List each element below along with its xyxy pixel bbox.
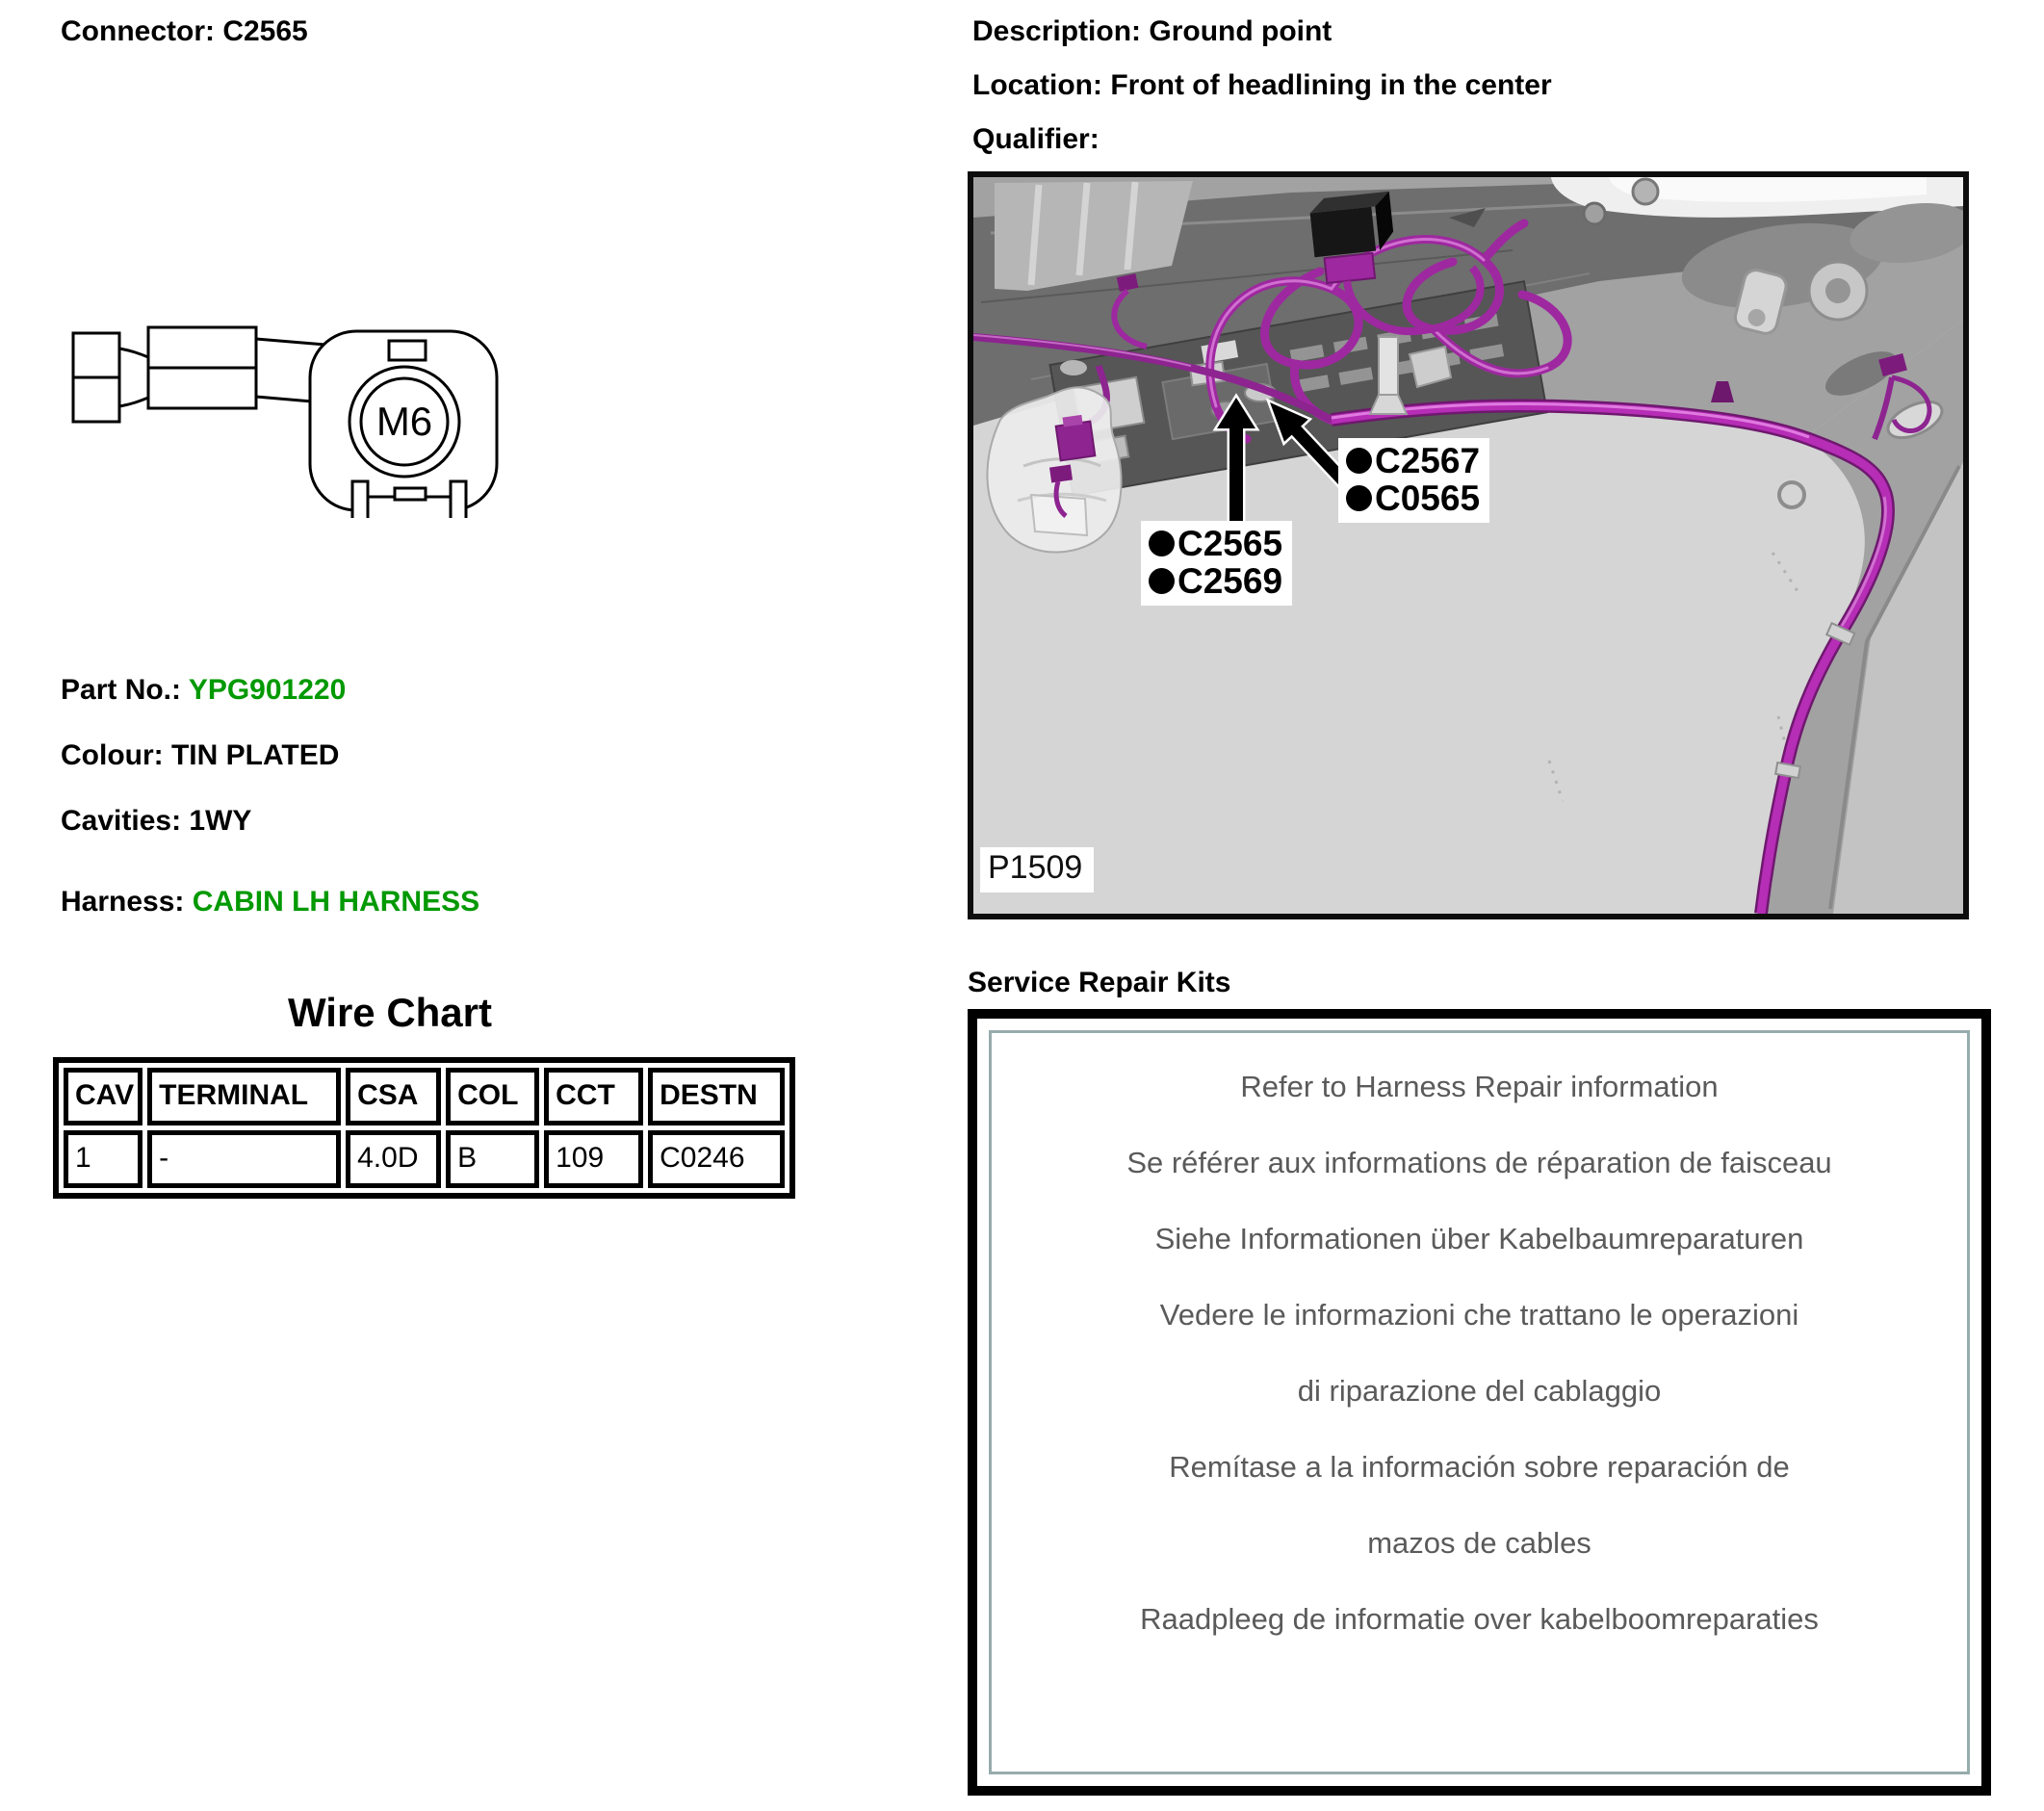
column-header-col: COL — [446, 1068, 539, 1125]
cell-col: B — [446, 1130, 539, 1188]
cavities-label: Cavities: — [61, 805, 182, 837]
figure-id-label: P1509 — [980, 847, 1094, 893]
column-header-cav: CAV — [64, 1068, 142, 1125]
service-line: di riparazione del cablaggio — [1297, 1374, 1662, 1408]
cell-cct: 109 — [544, 1130, 643, 1188]
wire-chart-title: Wire Chart — [288, 990, 492, 1035]
connector-callout-label: C2567 — [1375, 441, 1481, 480]
callout-line — [1346, 442, 1480, 479]
connector-callout-label: C0565 — [1375, 479, 1481, 518]
harness-value: CABIN LH HARNESS — [192, 886, 480, 918]
bullet-icon — [1149, 568, 1175, 594]
service-line: Refer to Harness Repair information — [1240, 1070, 1719, 1103]
connector-callout-label: C2565 — [1177, 524, 1283, 563]
colour-label: Colour: — [61, 739, 164, 771]
m6-ring-label: M6 — [375, 399, 433, 444]
cavities-value: 1WY — [189, 805, 252, 837]
service-line: Remítase a la información sobre reparación de — [1169, 1450, 1790, 1484]
description-line: Description: Ground point — [972, 15, 1332, 47]
part-no-label: Part No.: — [61, 674, 182, 706]
callout-line — [1346, 479, 1480, 517]
cell-terminal: - — [147, 1130, 341, 1188]
callout-box — [1338, 438, 1489, 523]
colour-value: TIN PLATED — [170, 739, 340, 771]
callout-line — [1149, 562, 1282, 600]
service-repair-kits-box — [968, 1009, 1991, 1796]
table-row — [64, 1130, 785, 1188]
connector-callout-label: C2569 — [1177, 561, 1283, 601]
service-line: mazos de cables — [1367, 1526, 1591, 1560]
harness-label: Harness: — [61, 886, 185, 918]
callout-line — [1149, 525, 1282, 562]
bullet-icon — [1149, 530, 1175, 556]
location-line: Location: Front of headlining in the center — [972, 69, 1552, 101]
ring-terminal-diagram — [67, 298, 503, 518]
location-photo — [968, 171, 1969, 919]
wire-chart-table — [53, 1057, 795, 1199]
cell-csa: 4.0D — [346, 1130, 441, 1188]
cell-destn: C0246 — [648, 1130, 785, 1188]
column-header-cct: CCT — [544, 1068, 643, 1125]
part-no-line — [61, 674, 346, 707]
service-line: Siehe Informationen über Kabelbaumreparaturen — [1154, 1222, 1804, 1255]
service-line: Raadpleeg de informatie over kabelboomreparaties — [1140, 1602, 1819, 1636]
service-repair-kits-inner — [989, 1030, 1970, 1774]
connector-drawing — [67, 298, 503, 518]
harness-line — [61, 886, 479, 918]
bullet-icon — [1346, 448, 1372, 474]
bullet-icon — [1346, 485, 1372, 511]
qualifier-line: Qualifier: — [972, 123, 1100, 155]
service-line: Vedere le informazioni che trattano le operazioni — [1159, 1298, 1799, 1332]
headlining-illustration — [973, 177, 1963, 914]
cavities-line — [61, 805, 251, 838]
wire-chart-header-row — [64, 1068, 785, 1125]
service-repair-kits-title: Service Repair Kits — [968, 967, 1231, 998]
colour-line — [61, 739, 339, 772]
column-header-terminal: TERMINAL — [147, 1068, 341, 1125]
callout-box — [1141, 521, 1292, 606]
service-line: Se référer aux informations de réparation de faisceau — [1126, 1146, 1832, 1179]
connector-title: Connector: C2565 — [61, 15, 308, 47]
cell-cav: 1 — [64, 1130, 142, 1188]
part-no-value: YPG901220 — [188, 674, 347, 706]
column-header-csa: CSA — [346, 1068, 441, 1125]
column-header-destn: DESTN — [648, 1068, 785, 1125]
